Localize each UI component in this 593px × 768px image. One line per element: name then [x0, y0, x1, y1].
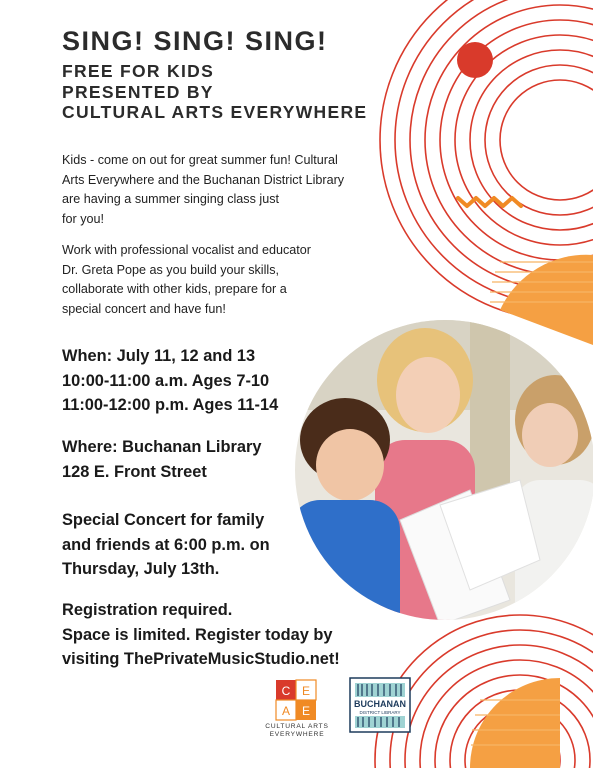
children-singing-photo [290, 320, 593, 640]
intro-line: Arts Everywhere and the Buchanan District Library [62, 172, 345, 187]
cae-letter-e1: E [301, 684, 311, 698]
concert-line: Thursday, July 13th. [62, 560, 220, 578]
orange-half-circle [500, 255, 593, 345]
library-name: BUCHANAN [354, 699, 406, 709]
cae-letter-c: C [281, 684, 291, 698]
cae-letter-a: A [281, 704, 291, 718]
when-line: When: July 11, 12 and 13 [62, 347, 256, 365]
details-line: special concert and have fun! [62, 301, 226, 316]
details-paragraph [62, 241, 362, 319]
when-section [62, 344, 278, 418]
cae-caption-line: EVERYWHERE [269, 731, 325, 738]
cae-letter-e2: E [301, 704, 311, 718]
registration-line: Registration required. [62, 601, 233, 619]
details-line: Work with professional vocalist and educator [62, 243, 311, 257]
intro-line: Kids - come on out for great summer fun! Cultural [62, 153, 338, 167]
when-line: 11:00-12:00 p.m. Ages 11-14 [62, 396, 279, 414]
where-line: Where: Buchanan Library [62, 438, 262, 456]
details-line: collaborate with other kids, prepare for a [62, 282, 287, 297]
intro-line: are having a summer singing class just [62, 192, 279, 207]
intro-line: for you! [62, 211, 104, 226]
orange-zigzag [458, 198, 521, 206]
details-line: Dr. Greta Pope as you build your skills, [62, 262, 279, 277]
orange-quarter-circle [470, 678, 560, 768]
concert-line: Special Concert for family [62, 511, 265, 529]
cae-caption [252, 723, 342, 739]
registration-line: visiting ThePrivateMusicStudio.net! [62, 650, 340, 668]
registration-section [62, 598, 340, 672]
flyer-subtitle: FREE FOR KIDS [62, 61, 215, 81]
when-line: 10:00-11:00 a.m. Ages 7-10 [62, 371, 270, 390]
intro-paragraph [62, 151, 392, 229]
where-line: 128 E. Front Street [62, 462, 207, 481]
flyer-title: SING! SING! SING! [62, 26, 328, 56]
concert-section [62, 508, 270, 582]
presenter-name: CULTURAL ARTS EVERYWHERE [62, 102, 368, 122]
presented-by-label: PRESENTED BY [62, 82, 214, 102]
registration-line: Space is limited. Register today by [62, 625, 333, 644]
cae-caption-line: CULTURAL ARTS [265, 723, 329, 730]
red-dot [457, 42, 493, 78]
concert-line: and friends at 6:00 p.m. on [62, 535, 270, 554]
where-section [62, 435, 261, 484]
library-sub: DISTRICT LIBRARY [359, 710, 401, 715]
